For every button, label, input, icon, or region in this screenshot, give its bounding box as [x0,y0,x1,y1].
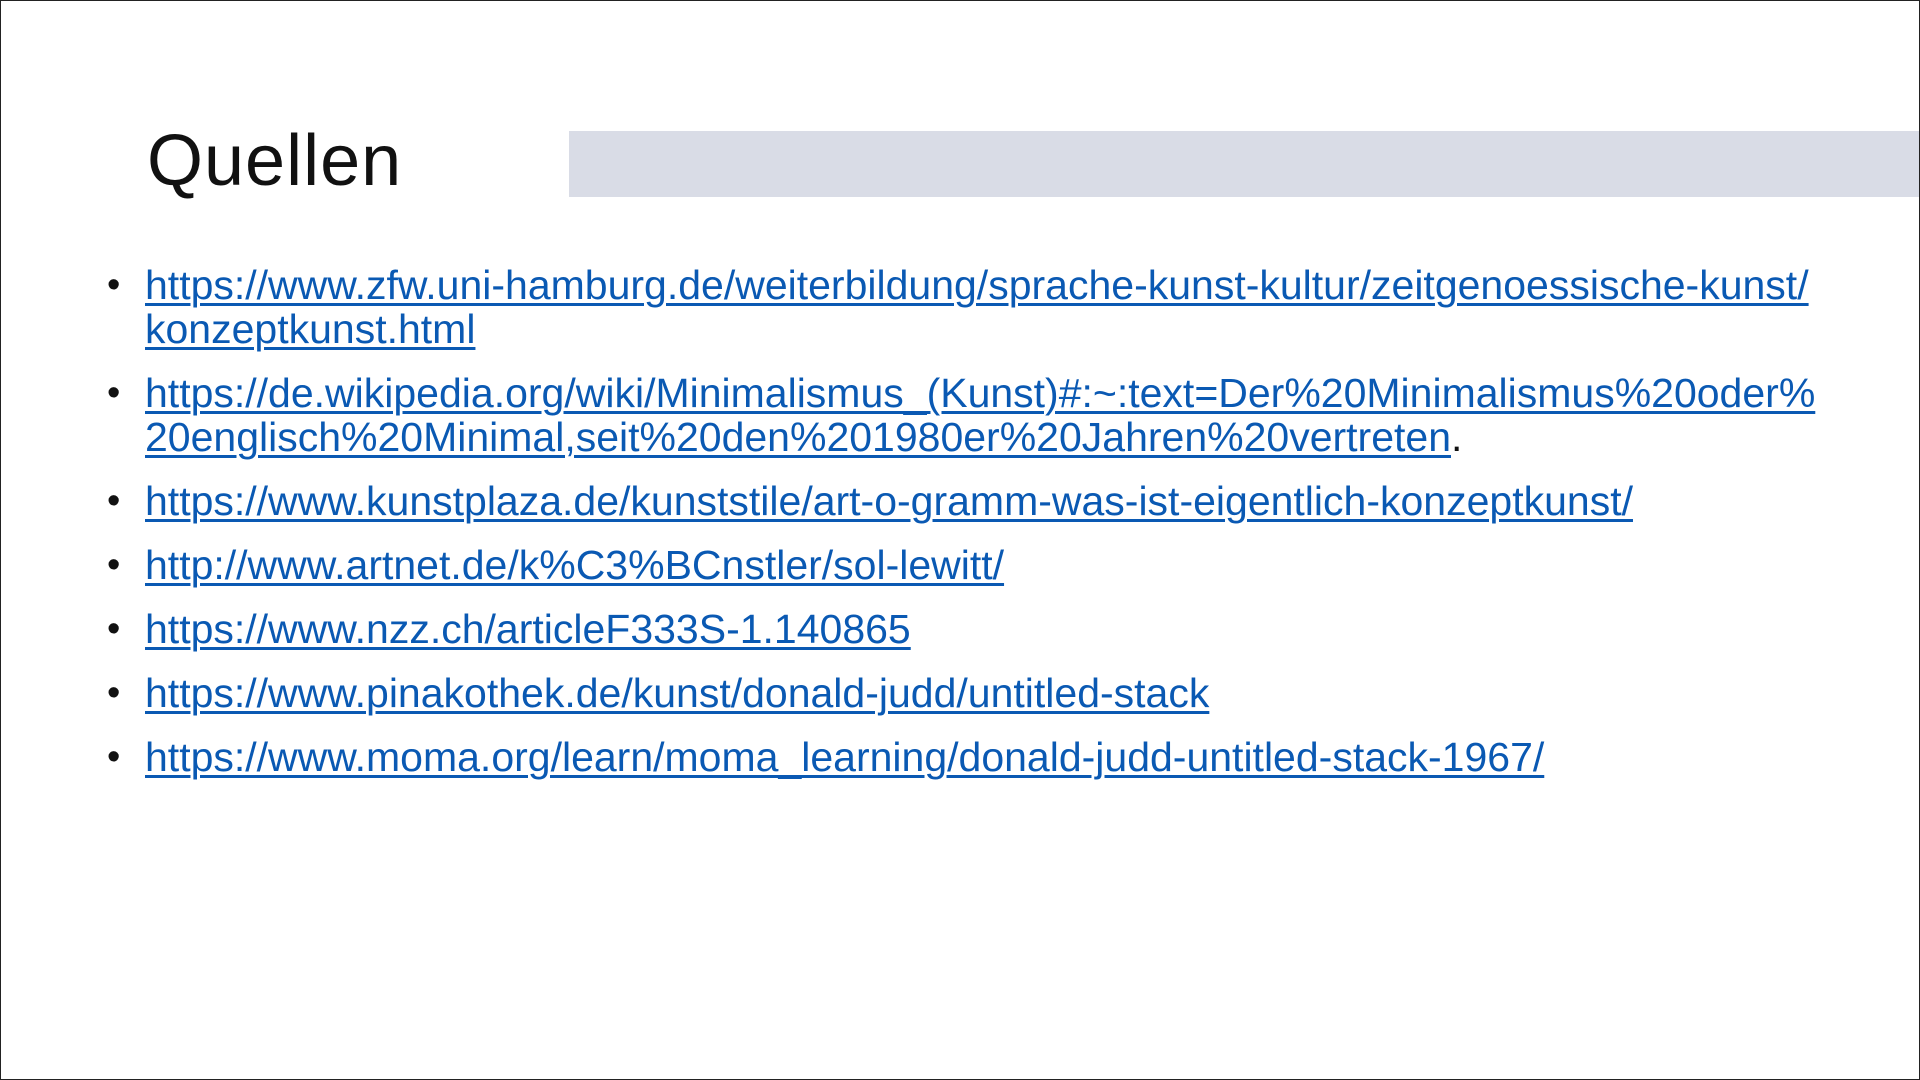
list-item [107,671,1827,715]
slide-title: Quellen [147,121,403,201]
list-item [107,735,1827,779]
title-accent-bar [569,131,1920,197]
list-item [107,371,1827,459]
sources-list [107,263,1827,799]
source-link-nzz[interactable]: https://www.nzz.ch/articleF333S-1.140865 [145,606,911,652]
bullet-icon: • [107,544,121,586]
list-item [107,607,1827,651]
bullet-icon: • [107,480,121,522]
bullet-icon: • [107,608,121,650]
bullet-icon: • [107,372,121,414]
source-link-zfw[interactable]: https://www.zfw.uni-hamburg.de/weiterbildung/sprache-kunst-kultur/zeitgenoessische-kunst/konzeptkunst.html [145,262,1809,352]
list-item [107,479,1827,523]
source-link-kunstplaza[interactable]: https://www.kunstplaza.de/kunststile/art-o-gramm-was-ist-eigentlich-konzeptkunst/ [145,478,1633,524]
source-link-artnet[interactable]: http://www.artnet.de/k%C3%BCnstler/sol-lewitt/ [145,542,1005,588]
bullet-icon: • [107,736,121,778]
list-item [107,543,1827,587]
source-link-pinakothek[interactable]: https://www.pinakothek.de/kunst/donald-judd/untitled-stack [145,670,1210,716]
link-suffix: . [1451,414,1463,460]
bullet-icon: • [107,264,121,306]
source-link-wikipedia[interactable]: https://de.wikipedia.org/wiki/Minimalismus_(Kunst)#:~:text=Der%20Minimalismus%20oder%20englisch%20Minimal,seit%20den%201980er%20Jahren%20vertreten [145,370,1816,460]
bullet-icon: • [107,672,121,714]
list-item [107,263,1827,351]
source-link-moma[interactable]: https://www.moma.org/learn/moma_learning/donald-judd-untitled-stack-1967/ [145,734,1545,780]
